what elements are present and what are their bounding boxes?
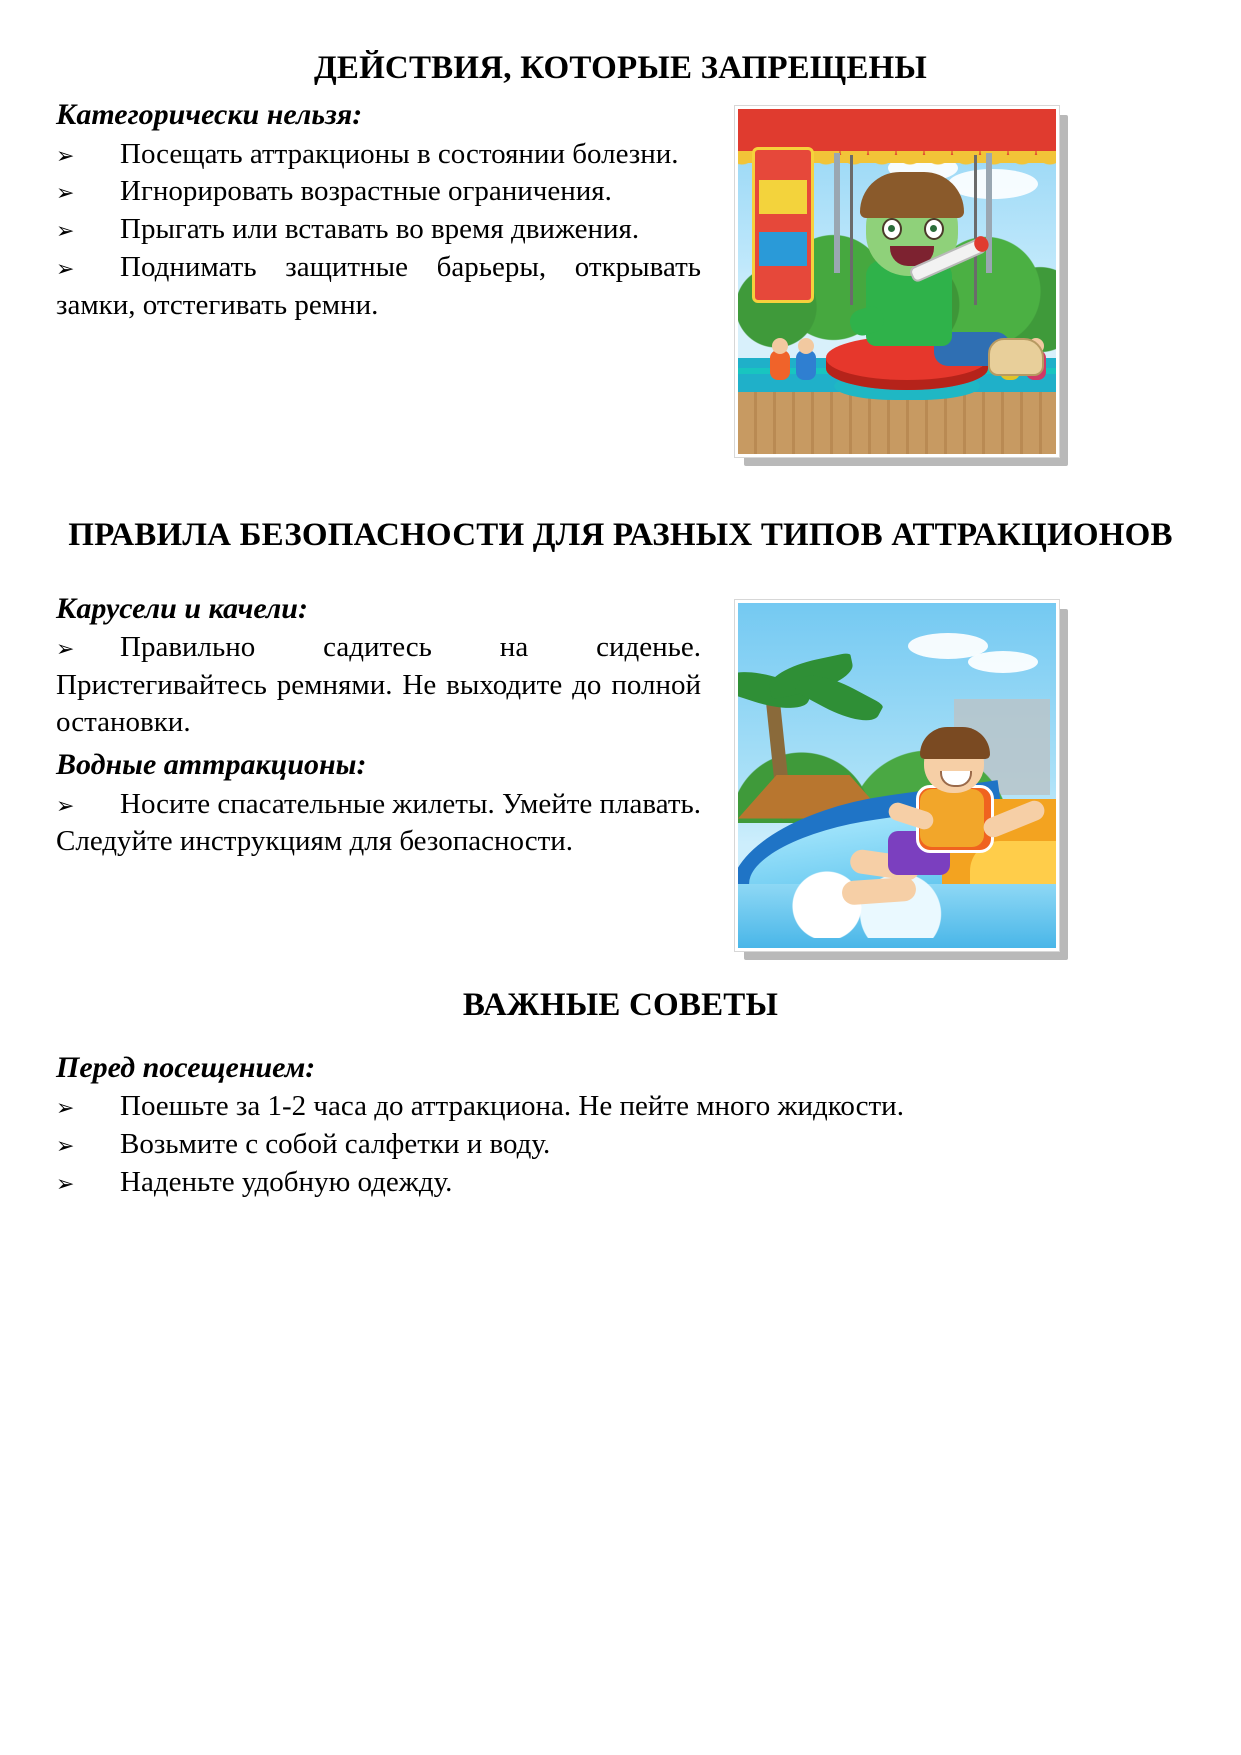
boy-leg-2 [841, 876, 916, 905]
illustration-deck [738, 392, 1056, 454]
bullet-arrow-icon: ➢ [56, 1171, 75, 1197]
bullet-arrow-icon: ➢ [56, 181, 75, 207]
carousels-subhead: Карусели и качели: [56, 591, 308, 625]
section-title-tips: ВАЖНЫЕ СОВЕТЫ [462, 986, 779, 1023]
forbidden-item-2 [56, 173, 701, 211]
cloud-icon [968, 651, 1038, 673]
forbidden-section [56, 96, 1185, 457]
carousels-item-1 [56, 629, 701, 742]
tips-item-1 [56, 1088, 1185, 1126]
forbidden-text-column [56, 96, 701, 324]
tips-item-3 [56, 1164, 1185, 1202]
swing-rope-left [850, 155, 853, 305]
figure-boy-on-water-slide [735, 600, 1059, 951]
tips-item-3-text: Наденьте удобную одежду. [120, 1165, 453, 1198]
section-title-by-type: ПРАВИЛА БЕЗОПАСНОСТИ ДЛЯ РАЗНЫХ ТИПОВ АТТРАКЦИОНОВ [68, 517, 1173, 554]
forbidden-item-3-text: Прыгать или вставать во время движения. [120, 213, 640, 246]
forbidden-item-1 [56, 136, 701, 174]
bullet-arrow-icon: ➢ [56, 143, 75, 169]
forbidden-subhead: Категорически нельзя: [56, 98, 363, 132]
forbidden-item-4-text: Поднимать защитные барьеры, открывать замки, отстегивать ремни. [56, 250, 701, 321]
carousels-item-1-text: Правильно садитесь на сиденье. Пристегивайтесь ремнями. Не выходите до полной остановки. [56, 631, 701, 739]
section-title-forbidden: ДЕЙСТВИЯ, КОТОРЫЕ ЗАПРЕЩЕНЫ [313, 50, 928, 86]
forbidden-item-2-text: Игнорировать возрастные ограничения. [120, 175, 612, 208]
carousel-tower [752, 147, 814, 303]
by-type-text-column [56, 590, 701, 861]
bullet-arrow-icon: ➢ [56, 219, 75, 245]
tips-subhead: Перед посещением: [56, 1050, 316, 1084]
forbidden-item-3 [56, 211, 701, 249]
tips-item-2-text: Возьмите с собой салфетки и воду. [120, 1127, 551, 1160]
swing-rope-right [974, 155, 977, 305]
swing-pole-right [986, 153, 992, 273]
figure-frame [735, 600, 1059, 951]
bullet-arrow-icon: ➢ [56, 256, 75, 282]
bullet-arrow-icon: ➢ [56, 637, 75, 662]
tips-item-1-text: Поешьте за 1-2 часа до аттракциона. Не пейте много жидкости. [120, 1090, 904, 1123]
figure-frame [735, 106, 1059, 457]
sick-boy-on-carousel-illustration [738, 109, 1056, 454]
water-rides-item-1-text: Носите спасательные жилеты. Умейте плавать. Следуйте инструкциям для безопасности. [56, 787, 701, 858]
tower-band-blue [759, 232, 807, 266]
tower-band-yellow [759, 180, 807, 214]
by-type-section [56, 590, 1185, 951]
bullet-arrow-icon: ➢ [56, 1096, 75, 1122]
forbidden-item-1-text: Посещать аттракционы в состоянии болезни. [120, 137, 679, 170]
water-rides-item-1 [56, 786, 701, 861]
boy-shoe [988, 338, 1044, 376]
swing-pole-left [834, 153, 840, 273]
background-child-1 [770, 350, 790, 380]
boy-on-water-slide-illustration [738, 603, 1056, 948]
figure-sick-boy-on-carousel [735, 106, 1059, 457]
background-child-2 [796, 350, 816, 380]
bullet-arrow-icon: ➢ [56, 1133, 75, 1159]
forbidden-item-4 [56, 249, 701, 324]
water-rides-subhead: Водные аттракционы: [56, 748, 367, 782]
tips-section [56, 1049, 1185, 1202]
bullet-arrow-icon: ➢ [56, 793, 75, 819]
tips-item-2 [56, 1126, 1185, 1164]
